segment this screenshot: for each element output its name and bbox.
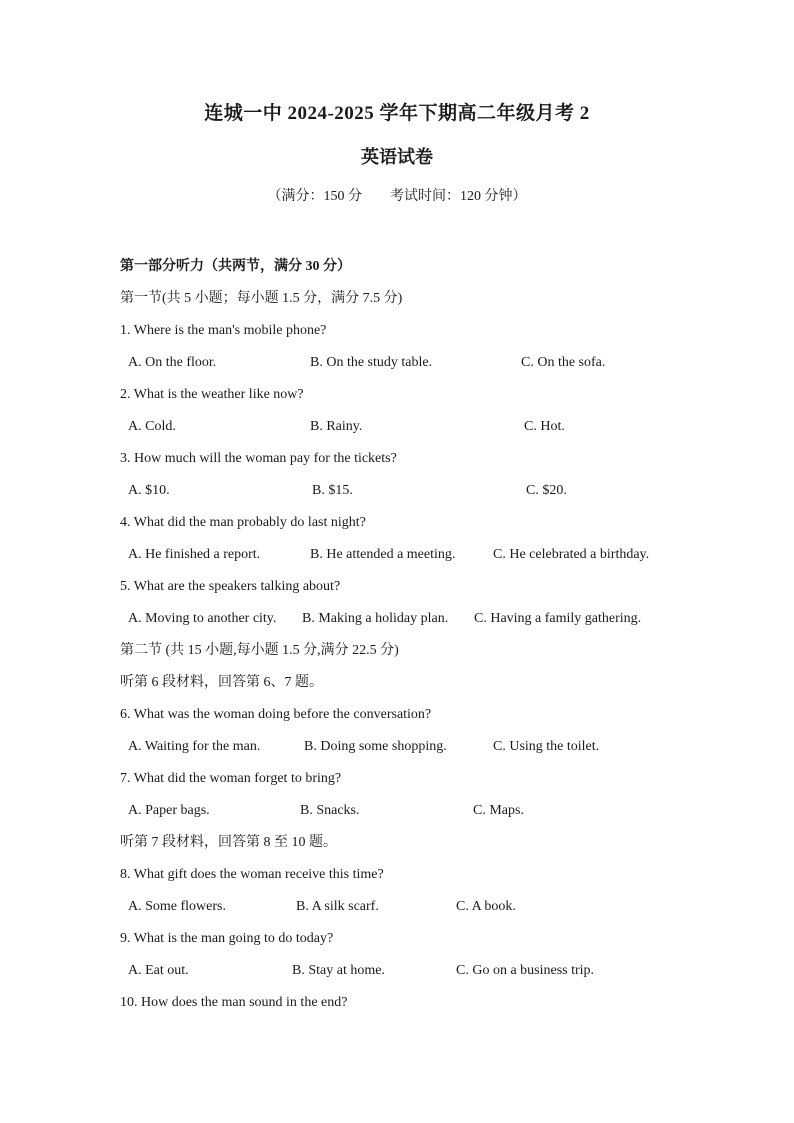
question-3: 3. How much will the woman pay for the tickets? [120, 451, 397, 466]
q5-option-c: C. Having a family gathering. [474, 611, 642, 626]
material-6-instruction: 听第 6 段材料，回答第 6、7 题。 [120, 675, 323, 690]
q4-option-c: C. He celebrated a birthday. [493, 547, 650, 562]
exam-subtitle: 英语试卷 [361, 147, 433, 167]
q1-option-a: A. On the floor. [128, 355, 217, 370]
q6-option-c: C. Using the toilet. [493, 739, 600, 754]
question-9: 9. What is the man going to do today? [120, 931, 334, 946]
question-10: 10. How does the man sound in the end? [120, 995, 348, 1010]
q6-option-a: A. Waiting for the man. [128, 739, 261, 754]
section2-heading: 第二节 (共 15 小题,每小题 1.5 分,满分 22.5 分) [120, 643, 399, 658]
q8-option-c: C. A book. [456, 899, 516, 914]
q1-option-c: C. On the sofa. [521, 355, 606, 370]
q2-option-c: C. Hot. [524, 419, 565, 434]
q1-option-b: B. On the study table. [310, 355, 433, 370]
question-5: 5. What are the speakers talking about? [120, 579, 341, 594]
question-8: 8. What gift does the woman receive this time? [120, 867, 384, 882]
section1-heading: 第一节(共 5 小题；每小题 1.5 分，满分 7.5 分) [120, 291, 403, 306]
q5-option-a: A. Moving to another city. [128, 611, 277, 626]
question-6: 6. What was the woman doing before the conversation? [120, 707, 432, 722]
q9-option-c: C. Go on a business trip. [456, 963, 595, 978]
q3-option-b: B. $15. [312, 483, 353, 498]
q2-option-a: A. Cold. [128, 419, 176, 434]
question-2: 2. What is the weather like now? [120, 387, 304, 402]
q3-option-c: C. $20. [526, 483, 567, 498]
q2-option-b: B. Rainy. [310, 419, 363, 434]
q7-option-b: B. Snacks. [300, 803, 360, 818]
q7-option-c: C. Maps. [473, 803, 524, 818]
q9-option-b: B. Stay at home. [292, 963, 385, 978]
q8-option-a: A. Some flowers. [128, 899, 226, 914]
score-time-line: （满分：150 分 考试时间：120 分钟） [267, 189, 527, 204]
material-7-instruction: 听第 7 段材料，回答第 8 至 10 题。 [120, 835, 337, 850]
q9-option-a: A. Eat out. [128, 963, 189, 978]
q8-option-b: B. A silk scarf. [296, 899, 379, 914]
exam-title: 连城一中 2024-2025 学年下期高二年级月考 2 [204, 103, 590, 124]
q5-option-b: B. Making a holiday plan. [302, 611, 449, 626]
part1-heading: 第一部分听力（共两节，满分 30 分） [120, 259, 351, 274]
question-7: 7. What did the woman forget to bring? [120, 771, 342, 786]
q4-option-b: B. He attended a meeting. [310, 547, 456, 562]
question-4: 4. What did the man probably do last night? [120, 515, 366, 530]
q3-option-a: A. $10. [128, 483, 170, 498]
q6-option-b: B. Doing some shopping. [304, 739, 447, 754]
q4-option-a: A. He finished a report. [128, 547, 261, 562]
question-1: 1. Where is the man's mobile phone? [120, 323, 327, 338]
q7-option-a: A. Paper bags. [128, 803, 210, 818]
